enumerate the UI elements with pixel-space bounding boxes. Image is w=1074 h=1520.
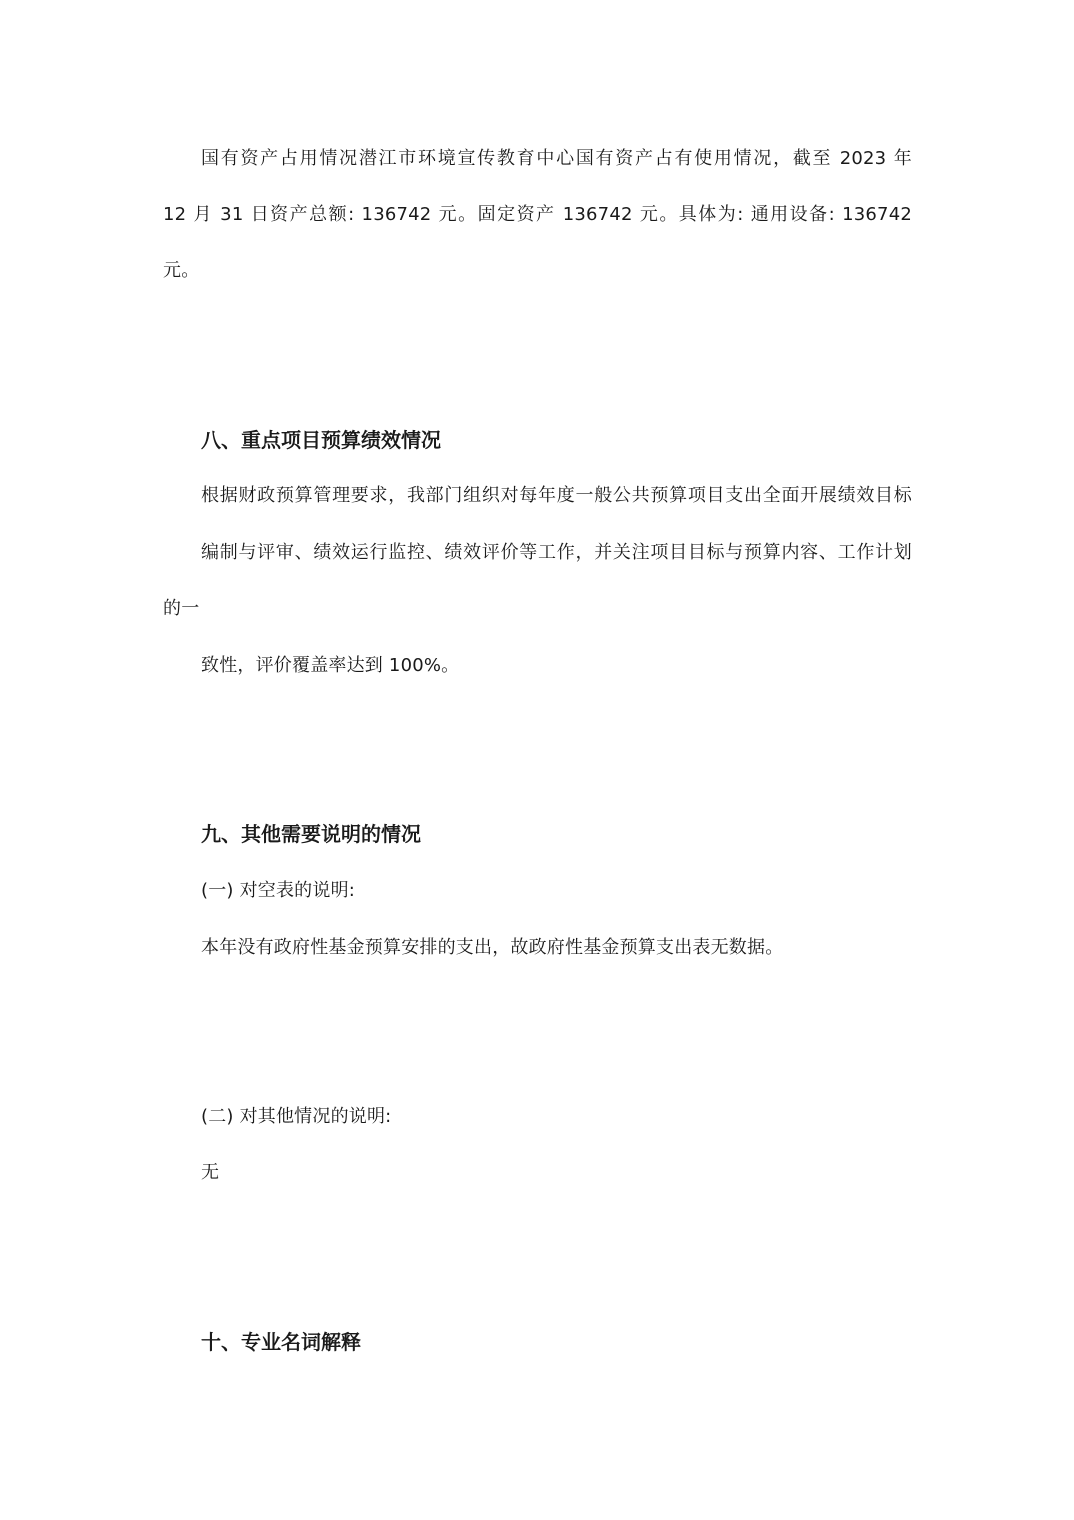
section-8-heading: 八、重点项目预算绩效情况 [201,428,441,452]
assets-paragraph-line-2: 12 月 31 日资产总额: 136742 元。固定资产 136742 元。具体为: 通用设备: 136742 [163,204,912,225]
section-9-heading: 九、其他需要说明的情况 [201,822,421,846]
section-9-sub-1-text: 本年没有政府性基金预算安排的支出，故政府性基金预算支出表无数据。 [201,937,784,958]
assets-paragraph-line-1: 国有资产占用情况潜江市环境宣传教育中心国有资产占有使用情况，截至 2023 年 [201,148,912,169]
section-9-sub-2-text: 无 [201,1162,220,1183]
section-10-heading: 十、专业名词解释 [201,1330,361,1354]
assets-paragraph-line-3: 元。 [163,260,200,281]
section-8-paragraph-line-2: 编制与评审、绩效运行监控、绩效评价等工作，并关注项目目标与预算内容、工作计划 [201,542,912,563]
section-9-sub-2-label: (二) 对其他情况的说明: [201,1106,392,1127]
section-9-sub-1-label: (一) 对空表的说明: [201,880,356,901]
section-8-paragraph-line-3: 的一 [163,598,200,619]
section-8-paragraph-line-4: 致性，评价覆盖率达到 100%。 [201,655,460,676]
section-8-paragraph-line-1: 根据财政预算管理要求，我部门组织对每年度一般公共预算项目支出全面开展绩效目标 [201,485,912,506]
